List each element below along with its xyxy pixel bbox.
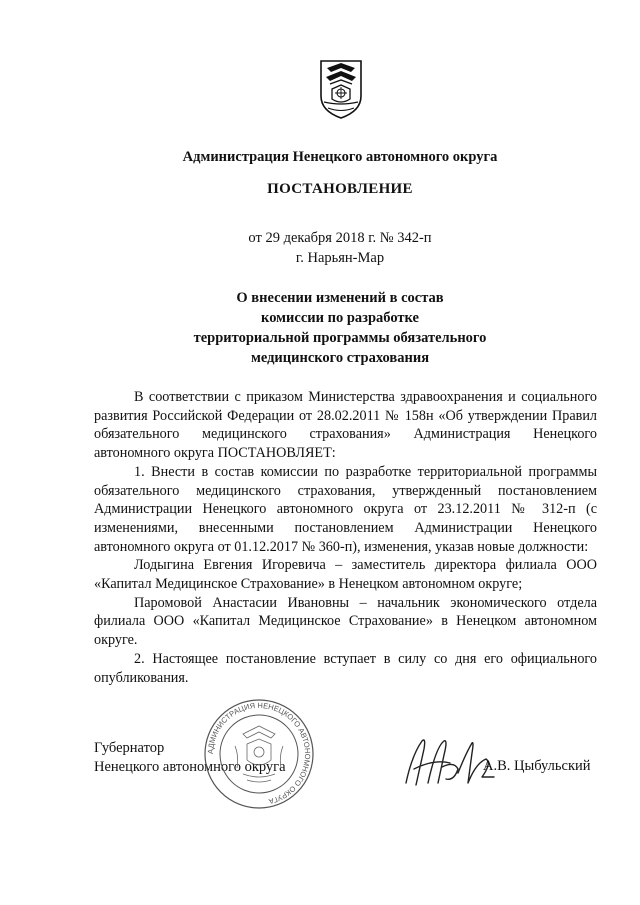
document-subject (0, 288, 640, 368)
body-paragraph: 1. Внести в состав комиссии по разработке территориальной программы обязательного медицинского страхования, утвержденный постановлением Администрации Ненецкого автономного округа от 23.12.2011 № 312-п (с изменениями, внесенными постановлением Администрации Ненецкого автономного округа от 01.12.2017 № 360-п), изменения, указав новые должности: (94, 463, 597, 555)
coat-of-arms-icon (318, 58, 364, 120)
subject-line: территориальной программы обязательного (193, 330, 487, 346)
signatory-name: А.В. Цыбульский (483, 758, 591, 774)
document-date-number: от 29 декабря 2018 г. № 342-п (248, 230, 432, 246)
seal-text: АДМИНИСТРАЦИЯ НЕНЕЦКОГО АВТОНОМНОГО ОКРУГА (205, 700, 313, 806)
body-paragraph: 2. Настоящее постановление вступает в силу со дня его официального опубликования. (94, 650, 597, 686)
subject-line: О внесении изменений в состав (236, 290, 444, 306)
body-paragraph: Лодыгина Евгения Игоревича – заместитель директора филиала ООО «Капитал Медицинское Страхование» в Ненецком автономном округе; (94, 557, 597, 593)
subject-line: медицинского страхования (250, 350, 430, 366)
official-seal-icon (203, 698, 315, 810)
document-type: ПОСТАНОВЛЕНИЕ (267, 181, 413, 197)
body-paragraph: Паромовой Анастасии Ивановны – начальник экономического отдела филиала ООО «Капитал Медицинское Страхование» в Ненецком автономном округе. (94, 594, 597, 649)
document-body (94, 388, 597, 687)
organization-title: Администрация Ненецкого автономного округа (182, 149, 498, 165)
signatory-title-line: Губернатор (94, 740, 165, 756)
signatory-title-line: Ненецкого автономного округа (94, 759, 286, 775)
body-paragraph: В соответствии с приказом Министерства здравоохранения и социального развития Российской Федерации от 28.02.2011 № 158н «Об утверждении Правил обязательного медицинского страхования» Администрация Ненецкого автономного округа ПОСТАНОВЛЯЕТ: (94, 389, 597, 462)
document-city: г. Нарьян-Мар (295, 250, 385, 266)
subject-line: комиссии по разработке (261, 310, 419, 326)
